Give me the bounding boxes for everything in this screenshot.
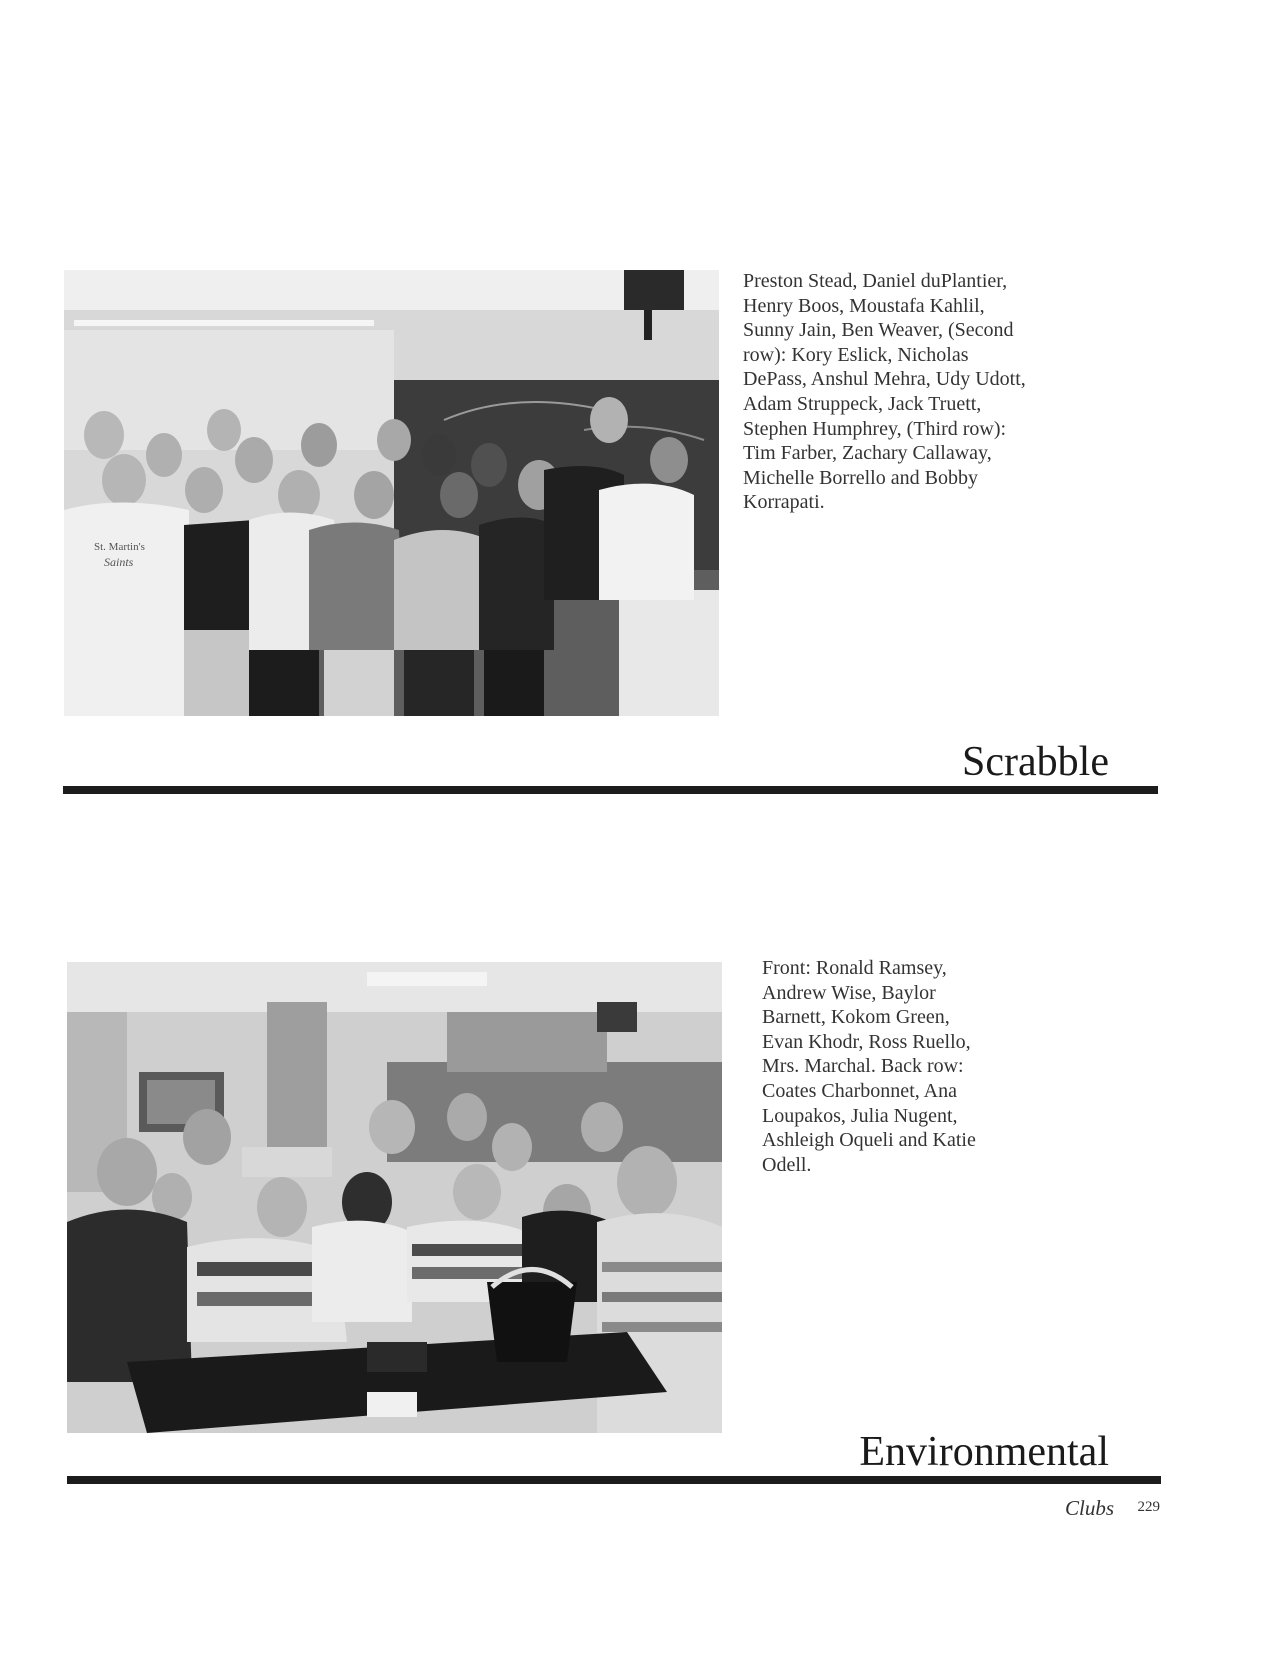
footer-section-label: Clubs xyxy=(1064,1496,1114,1520)
section-divider-rule xyxy=(63,786,1158,794)
environmental-club-photo xyxy=(67,962,722,1433)
environmental-caption: Front: Ronald Ramsey, Andrew Wise, Baylor Barnett, Kokom Green, Evan Khodr, Ross Ruello, Mrs. Marchal. Back row: Coates Charbonnet, Ana Loupakos, Julia Nugent, Ashleigh Oqueli and Katie Odell. xyxy=(762,957,976,1176)
section-divider-rule xyxy=(67,1476,1161,1484)
sweatshirt-text-line1: St. Martin's xyxy=(94,541,145,553)
scrabble-club-title: Scrabble xyxy=(962,739,1109,785)
environmental-club-title: Environmental xyxy=(859,1429,1109,1475)
scrabble-club-photo xyxy=(64,270,719,716)
sweatshirt-text-line2: Saints xyxy=(104,555,134,569)
scrabble-caption: Preston Stead, Daniel duPlantier, Henry Boos, Moustafa Kahlil, Sunny Jain, Ben Weaver, (Second row): Kory Eslick, Nicholas DePass, Anshul Mehra, Udy Udott, Adam Struppeck, Jack Truett, Stephen Humphrey, (Third row): Tim Farber, Zachary Callaway, Michelle Borrello and Bobby Korrapati. xyxy=(743,270,1026,514)
page-number: 229 xyxy=(1137,1499,1160,1515)
